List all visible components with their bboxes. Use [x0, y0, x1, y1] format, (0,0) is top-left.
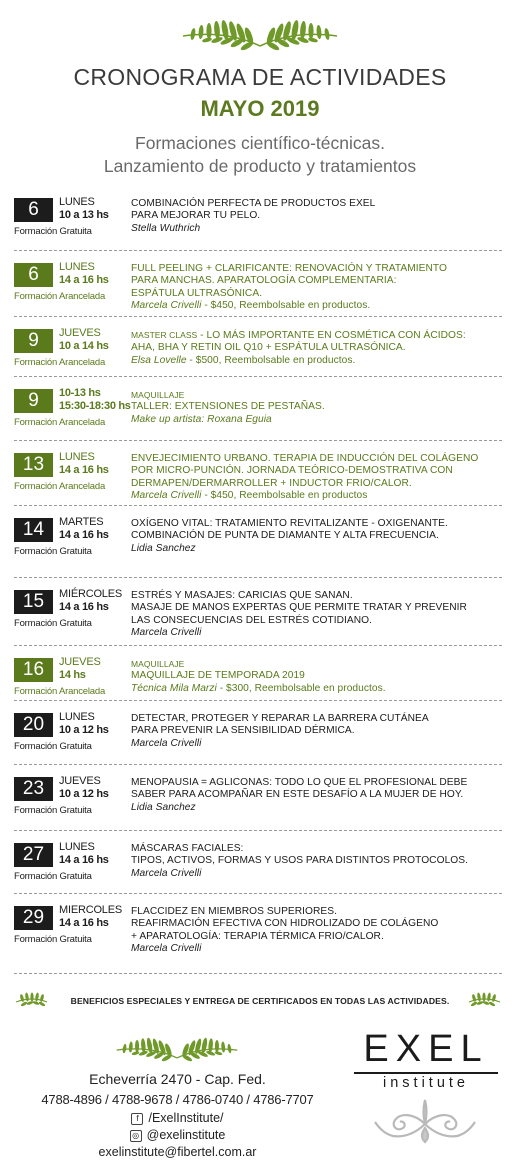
event-type: Formación Gratuita: [14, 546, 92, 557]
presenter-line: [131, 943, 501, 955]
description-text: DETECTAR, PROTEGER Y REPARAR LA BARRERA CUTÁNEA: [131, 713, 429, 724]
event-date: 14: [14, 518, 53, 542]
event-time: 14 a 16 hs: [59, 274, 109, 286]
presenter-line: [131, 414, 501, 426]
event-description: [131, 329, 501, 367]
presenter-line: [131, 223, 501, 235]
event-type: Formación Arancelada: [14, 291, 106, 302]
event-weekday: LUNES: [59, 451, 95, 463]
event-type: Formación Gratuita: [14, 805, 92, 816]
description-text: PARA MANCHAS. APARATOLOGÍA COMPLEMENTARIA:: [131, 275, 397, 287]
description-text: TALLER: EXTENSIONES DE PESTAÑAS.: [131, 401, 325, 413]
presenter-name: Marcela Crivelli: [131, 299, 202, 311]
description-line: [131, 275, 501, 287]
event-row: [14, 506, 502, 578]
event-type: Formación Gratuita: [14, 618, 92, 629]
event-time: 10 a 12 hs: [59, 724, 109, 736]
event-description: [131, 198, 501, 235]
presenter-line: [131, 490, 501, 502]
event-date: 6: [14, 263, 53, 287]
event-time: 10 a 13 hs: [59, 209, 109, 221]
event-description: [131, 518, 501, 555]
description-text: MASAJE DE MANOS EXPERTAS QUE PERMITE TRATAR Y PREVENIR: [131, 602, 467, 614]
instagram-icon: ◎: [130, 1130, 142, 1142]
facebook-icon: f: [131, 1113, 143, 1125]
description-text: AHA, BHA Y RETIN OIL Q10 + ESPÁTULA ULTRASÓNICA.: [131, 342, 406, 354]
event-date: 16: [14, 658, 53, 682]
event-time: 14 a 16 hs: [59, 529, 109, 541]
event-description: [131, 777, 501, 814]
benefits-text: BENEFICIOS ESPECIALES Y ENTREGA DE CERTIFICADOS EN TODAS LAS ACTIVIDADES.: [70, 996, 450, 1006]
event-row: [14, 578, 502, 646]
event-weekday: MIERCOLES: [59, 904, 122, 916]
event-price: - $450, Reembolsable en productos: [201, 489, 368, 501]
description-text: FLACCIDEZ EN MIEMBROS SUPERIORES.: [131, 906, 337, 917]
logo-main-text: EXEL: [363, 1028, 489, 1070]
event-row: [14, 377, 502, 441]
event-description: [131, 843, 501, 880]
presenter-name: Marcela Crivelli: [131, 489, 202, 501]
presenter-name: Stella Wuthrich: [131, 222, 201, 234]
description-line: [131, 931, 501, 943]
description-line: [131, 918, 501, 930]
description-line: [131, 906, 501, 918]
description-line: [131, 789, 501, 801]
exel-logo: [350, 1028, 502, 1158]
event-row: [14, 251, 502, 317]
ornament-icon: [365, 1094, 485, 1144]
event-row: [14, 186, 502, 251]
subtitle-line-2: Lanzamiento de producto y tratamientos: [103, 156, 417, 176]
description-text: - LO MÁS IMPORTANTE EN COSMÉTICA CON ÁCIDOS:: [200, 330, 466, 341]
event-description: [131, 713, 501, 750]
event-description: [131, 263, 501, 312]
description-line: [131, 713, 501, 725]
event-time: 14 hs: [59, 669, 86, 681]
description-text: PARA MEJORAR TU PELO.: [131, 210, 261, 222]
presenter-name: Lidia Sanchez: [131, 542, 196, 554]
description-text: PARA PREVENIR LA SENSIBILIDAD DÉRMICA.: [131, 725, 355, 737]
event-row: [14, 441, 502, 506]
presenter-line: [131, 738, 501, 750]
event-time: 14 a 16 hs: [59, 917, 109, 929]
benefits-banner: [0, 990, 520, 1012]
presenter-line: [131, 627, 501, 639]
instagram-handle: @exelinstitute: [146, 1128, 226, 1142]
description-text: REAFIRMACIÓN EFECTIVA CON HIDROLIZADO DE COLÁGENO: [131, 918, 439, 930]
fern-ornament-icon: [112, 1028, 242, 1066]
description-line: [131, 855, 501, 867]
event-time: 14 a 16 hs: [59, 854, 109, 866]
event-row: [14, 317, 502, 377]
event-weekday: JUEVES: [59, 775, 101, 787]
event-time: 10 a 12 hs: [59, 788, 109, 800]
event-description: [131, 389, 501, 426]
event-weekday: JUEVES: [59, 327, 101, 339]
event-weekday: MARTES: [59, 516, 104, 528]
event-price: - $450, Reembolsable en productos.: [201, 299, 371, 311]
description-text: MÁSCARAS FACIALES:: [131, 843, 244, 854]
presenter-line: [131, 300, 501, 312]
description-text: MAQUILLAJE DE TEMPORADA 2019: [131, 670, 305, 682]
description-text: MENOPAUSIA = AGLICONAS: TODO LO QUE EL PROFESIONAL DEBE: [131, 777, 468, 788]
event-tag: MAQUILLAJE: [131, 390, 185, 400]
event-type: Formación Gratuita: [14, 934, 92, 945]
event-type: Formación Arancelada: [14, 686, 106, 697]
presenter-name: Técnica Mila Marzi: [131, 682, 217, 694]
event-type: Formación Gratuita: [14, 871, 92, 882]
description-line: [131, 777, 501, 789]
description-line: [131, 329, 501, 342]
event-tag: MASTER CLASS: [131, 330, 198, 340]
description-text: COMBINACIÓN DE PUNTA DE DIAMANTE Y ALTA FRECUENCIA.: [131, 530, 439, 542]
subtitle-line-1: Formaciones científico-técnicas.: [135, 133, 385, 153]
event-weekday: LUNES: [59, 711, 95, 723]
event-date: 27: [14, 843, 53, 867]
description-line: [131, 530, 501, 542]
event-date: 29: [14, 906, 53, 930]
description-text: SABER PARA ACOMPAÑAR EN ESTE DESAFÍO A LA MUJER DE HOY.: [131, 789, 464, 801]
description-line: [131, 453, 501, 465]
event-weekday: LUNES: [59, 841, 95, 853]
fern-ornament-icon: [177, 10, 343, 54]
description-line: [131, 843, 501, 855]
description-text: ESPÁTULA ULTRASÓNICA.: [131, 287, 263, 299]
description-line: [131, 725, 501, 737]
facebook-link[interactable]: [0, 1111, 355, 1125]
presenter-name: Marcela Crivelli: [131, 942, 202, 954]
email-link[interactable]: exelinstitute@fibertel.com.ar: [98, 1145, 257, 1159]
fern-icon: [14, 990, 48, 1010]
presenter-line: [131, 683, 501, 695]
facebook-handle: /ExelInstitute/: [148, 1111, 224, 1125]
description-line: [131, 198, 501, 210]
event-time: 10 a 14 hs: [59, 340, 109, 352]
instagram-link[interactable]: [0, 1128, 355, 1142]
event-weekday: JUEVES: [59, 656, 101, 668]
presenter-name: Marcela Crivelli: [131, 737, 202, 749]
description-line: [131, 263, 501, 275]
fern-icon: [468, 990, 502, 1010]
event-date: 6: [14, 198, 53, 222]
event-type: Formación Arancelada: [14, 357, 106, 368]
event-date: 15: [14, 590, 53, 614]
description-text: COMBINACIÓN PERFECTA DE PRODUCTOS EXEL: [131, 198, 376, 209]
event-date: 9: [14, 329, 53, 353]
page-title: CRONOGRAMA DE ACTIVIDADES: [73, 64, 447, 90]
event-date: 13: [14, 453, 53, 477]
month-heading: MAYO 2019: [200, 96, 320, 121]
description-line: [131, 670, 501, 682]
event-description: [131, 906, 501, 955]
event-row: [14, 646, 502, 701]
description-line: [131, 590, 501, 602]
event-date: 20: [14, 713, 53, 737]
description-line: [131, 602, 501, 614]
description-line: [131, 342, 501, 354]
presenter-line: [131, 868, 501, 880]
event-type: Formación Arancelada: [14, 417, 106, 428]
description-line: [131, 478, 501, 490]
presenter-line: [131, 355, 501, 367]
event-list: [14, 186, 502, 974]
description-line: [131, 401, 501, 413]
event-price: - $500, Reembolsable en productos.: [186, 354, 356, 366]
event-row: [14, 831, 502, 894]
event-time: 10-13 hs: [59, 387, 101, 399]
description-text: ENVEJECIMIENTO URBANO. TERAPIA DE INDUCCIÓN DEL COLÁGENO: [131, 453, 479, 464]
presenter-name: Make up artista: Roxana Eguia: [131, 413, 272, 425]
event-type: Formación Gratuita: [14, 741, 92, 752]
event-time: 14 a 16 hs: [59, 464, 109, 476]
address: Echeverría 2470 - Cap. Fed.: [89, 1071, 266, 1087]
event-row: [14, 701, 502, 765]
presenter-name: Marcela Crivelli: [131, 626, 202, 638]
event-time: 14 a 16 hs: [59, 601, 109, 613]
description-line: [131, 288, 501, 300]
description-text: FULL PEELING + CLARIFICANTE: RENOVACIÓN Y TRATAMIENTO: [131, 263, 447, 274]
event-time: 15:30-18:30 hs: [59, 400, 131, 412]
event-row: [14, 765, 502, 831]
description-text: LAS CONSECUENCIAS DEL ESTRÉS COTIDIANO.: [131, 614, 373, 626]
presenter-name: Lidia Sanchez: [131, 801, 196, 813]
event-weekday: MIÉRCOLES: [59, 588, 122, 600]
phone-numbers: 4788-4896 / 4788-9678 / 4786-0740 / 4786-7707: [41, 1092, 314, 1107]
event-tag: MAQUILLAJE: [131, 659, 185, 669]
description-text: ESTRÉS Y MASAJES: CARICIAS QUE SANAN.: [131, 590, 353, 601]
presenter-line: [131, 802, 501, 814]
event-row: [14, 894, 502, 974]
description-text: POR MICRO-PUNCIÓN. JORNADA TEÓRICO-DEMOSTRATIVA CON: [131, 465, 453, 477]
event-type: Formación Arancelada: [14, 481, 106, 492]
description-text: + APARATOLOGÍA: TERAPIA TÉRMICA FRIO/CALOR.: [131, 930, 384, 942]
event-price: - $300, Reembolsable en productos.: [216, 682, 386, 694]
description-text: TIPOS, ACTIVOS, FORMAS Y USOS PARA DISTINTOS PROTOCOLOS.: [131, 855, 468, 867]
description-text: OXÍGENO VITAL: TRATAMIENTO REVITALIZANTE - OXIGENANTE.: [131, 518, 448, 529]
description-line: [131, 518, 501, 530]
event-date: 9: [14, 389, 53, 413]
event-description: [131, 590, 501, 639]
event-description: [131, 658, 501, 695]
event-date: 23: [14, 777, 53, 801]
presenter-line: [131, 543, 501, 555]
presenter-name: Marcela Crivelli: [131, 867, 202, 879]
description-line: [131, 210, 501, 222]
event-weekday: LUNES: [59, 261, 95, 273]
description-line: [131, 615, 501, 627]
event-weekday: LUNES: [59, 196, 95, 208]
event-description: [131, 453, 501, 502]
event-type: Formación Gratuita: [14, 226, 92, 237]
description-text: DERMAPEN/DERMARROLLER + INDUCTOR FRIO/CALOR.: [131, 477, 412, 489]
presenter-name: Elsa Lovelle: [131, 354, 187, 366]
description-line: [131, 465, 501, 477]
logo-sub-text: institute: [354, 1072, 498, 1091]
